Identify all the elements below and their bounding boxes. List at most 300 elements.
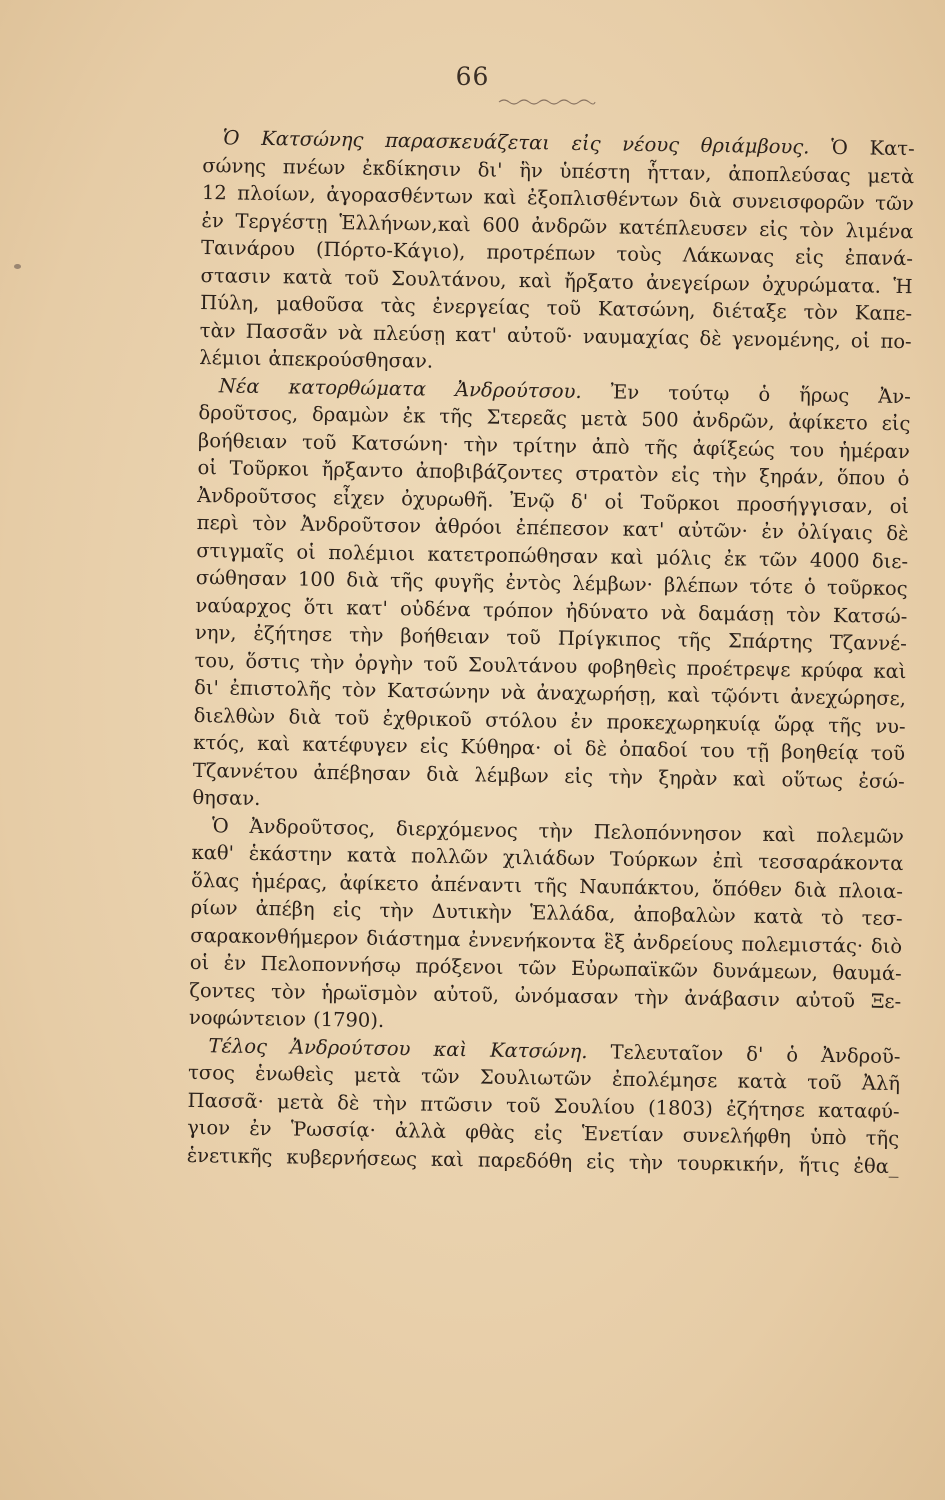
word: ἠδύνατο: [565, 599, 649, 624]
word: δι': [477, 157, 503, 182]
word: καθ': [191, 840, 235, 865]
word: ἀπεκρούσθησαν.: [268, 347, 434, 373]
word: Ἑλλάδα,: [529, 901, 616, 926]
word: ἀπὸ: [591, 434, 630, 459]
word: ἐπέπεσον: [515, 515, 610, 541]
word: δ': [746, 1042, 764, 1066]
word: τὰς: [380, 293, 416, 318]
word: διέταξε: [712, 299, 787, 324]
word: Ἀνδροῦτσον: [300, 512, 422, 538]
word: τσος: [187, 1060, 236, 1085]
word: τῇ: [746, 739, 770, 763]
word: πνέων: [282, 154, 346, 179]
word: τὴν: [348, 623, 384, 647]
word: (1803): [647, 1095, 714, 1120]
word: ἐπολέμησε: [611, 1067, 718, 1093]
word: ἣν: [519, 158, 544, 182]
word: οἱ: [197, 455, 218, 480]
word: τῆς: [644, 435, 679, 459]
word: ἀνδρῶν: [531, 213, 608, 238]
word: διὰ: [346, 568, 380, 592]
word: δὲ: [337, 1090, 360, 1115]
word: δ': [570, 489, 589, 513]
word: Ἀνδροῦτσος: [196, 483, 317, 509]
word: καὶ: [483, 185, 517, 209]
word: ὑπὸ: [809, 1125, 847, 1150]
word: ἐζήτησε: [726, 1096, 806, 1122]
word: πρόξενοι: [415, 954, 504, 979]
word: ἑνετικῆς: [186, 1143, 273, 1168]
word: ἐξοπλισθέντων: [526, 186, 679, 212]
word: ναυμαχίας: [582, 324, 690, 350]
italic-heading-word: Νέα: [218, 373, 260, 398]
word: τοῦ: [546, 296, 582, 320]
italic-heading-word: Ἀνδρούτσου: [289, 1034, 411, 1060]
word: αὐτοῦ: [795, 987, 856, 1012]
word: νυ-: [875, 714, 906, 738]
italic-heading-word: Κατσώνης: [261, 126, 364, 152]
word: τοῦρκος: [826, 575, 908, 601]
word: σαρακονθήμερον: [190, 923, 359, 950]
word: ἐκ: [723, 546, 747, 571]
word: Ῥωσσίᾳ·: [290, 1117, 376, 1142]
word: προσήγγισαν,: [736, 491, 874, 518]
word: μαθοῦσα: [276, 292, 365, 317]
word: περὶ: [196, 510, 239, 535]
word: διερχόμενος: [395, 816, 519, 842]
word: Πελοπόννησον: [593, 819, 742, 846]
word: συνελήφθη: [682, 1123, 792, 1149]
word: λέμβων·: [572, 571, 654, 597]
word: εἰς: [586, 1149, 616, 1174]
word: διὰ: [688, 188, 722, 213]
word: βοήθειαν: [400, 624, 490, 649]
word: καὶ: [518, 268, 553, 292]
word: ρίων: [190, 895, 238, 920]
word: Λάκωνας: [682, 243, 775, 268]
word: τρόπον: [482, 597, 554, 623]
word: δαμάσῃ: [698, 601, 775, 626]
word: δὲ: [584, 737, 608, 761]
word: 100: [297, 567, 336, 592]
word: τὸν: [341, 678, 377, 702]
word: ὀχυρωθῆ.: [401, 486, 494, 512]
word: σώνης: [202, 153, 267, 178]
word: τὴν: [463, 432, 499, 457]
italic-heading-word: Κατσώνη.: [489, 1038, 588, 1063]
word: ἀνάβασιν: [684, 986, 781, 1011]
word: ὅστις: [245, 649, 301, 674]
word: πλεύσῃ: [372, 321, 446, 346]
word: ἐντὸς: [505, 570, 562, 595]
word: Πελοποννήσῳ: [260, 952, 402, 978]
word: ἀποπλεύσας: [728, 161, 851, 187]
word: πτῶσιν: [420, 1092, 493, 1117]
word: Δυτικὴν: [431, 899, 513, 924]
word: διὰ: [288, 704, 322, 729]
word: ἀλλὰ: [394, 1119, 447, 1143]
word: ἓξ: [603, 929, 626, 954]
ornament-divider: [497, 96, 597, 106]
word: 600: [482, 212, 520, 237]
word: εἰς: [794, 245, 824, 269]
word: καὶ: [762, 822, 796, 846]
word: Ἐνῷ: [509, 488, 555, 513]
word: δραμὼν: [311, 402, 390, 427]
word: μετὰ: [353, 1063, 401, 1088]
word: ἐθα_: [853, 1153, 899, 1178]
word: τῆς: [533, 873, 568, 898]
word: τουρκικήν,: [676, 1151, 785, 1176]
word: ἀνδρείους: [632, 930, 734, 955]
word: μετὰ: [276, 1089, 325, 1114]
word: Κατσώνην: [386, 678, 491, 704]
word: ἀγορασθέντων: [326, 182, 474, 209]
word: τῆς: [865, 1126, 900, 1151]
word: Στερεᾶς: [486, 405, 568, 430]
word: τοῦ: [344, 265, 380, 290]
word: τὰν: [199, 318, 236, 343]
word: ἧτταν,: [646, 160, 712, 185]
word: δὲ: [699, 326, 722, 350]
word: τῆς: [439, 404, 473, 429]
word: τούτῳ: [668, 380, 730, 405]
word: θησαν.: [192, 785, 261, 810]
word: Κατσώ-: [832, 603, 908, 628]
word: ἐν: [761, 519, 784, 544]
word: Κατ-: [869, 136, 915, 161]
ink-spot: [14, 264, 21, 269]
word: σώθησαν: [195, 565, 288, 591]
word: Ὁ: [830, 135, 849, 160]
word: του,: [194, 648, 236, 673]
word: αὐτῶν·: [677, 518, 748, 543]
word: ἀπέναντι: [430, 872, 523, 897]
word: βοηθείᾳ: [781, 740, 859, 765]
word: εἰς: [564, 764, 594, 788]
word: Ναυπάκτου,: [579, 874, 701, 900]
word: νὰ: [500, 680, 526, 705]
word: κατέφυγεν: [302, 732, 408, 758]
word: Ἀνδροῦτσος,: [249, 814, 376, 840]
word: τοῦ: [334, 705, 370, 730]
word: συνεισφορῶν: [731, 189, 865, 215]
word: ἀπέβησαν: [313, 760, 411, 785]
word: Τεργέστῃ: [235, 209, 328, 234]
word: δροῦτσος,: [198, 400, 299, 426]
word: ἥρως: [799, 382, 850, 407]
word: τῶν: [875, 191, 914, 216]
word: πο-: [880, 329, 912, 353]
word: εἰς: [881, 411, 911, 436]
italic-heading-word: εἰς: [571, 131, 601, 156]
page-number: 66: [455, 62, 490, 91]
word: Τοῦρκοι: [640, 490, 721, 515]
word: προέτρεψε: [686, 656, 791, 681]
word: πλοια-: [838, 878, 904, 903]
word: ἀναχωρήσῃ,: [536, 681, 657, 707]
word: νὰ: [337, 320, 364, 345]
word: Ξε-: [870, 989, 902, 1013]
word: ἐκ: [402, 404, 426, 428]
word: τρίτην: [512, 433, 578, 458]
word: 4000: [809, 548, 860, 572]
word: ὅλας: [190, 868, 240, 893]
word: νην,: [194, 620, 237, 645]
word: ἀπέβη: [255, 896, 315, 921]
word: Τζαννέ-: [829, 630, 908, 656]
word: ἀνεγείρων: [645, 270, 751, 296]
word: πλοίων,: [237, 181, 316, 206]
word: ὠνόμασαν: [514, 983, 619, 1009]
word: τῶν: [758, 547, 798, 571]
word: ὅπόθεν: [711, 876, 783, 901]
word: ἐν: [249, 1116, 272, 1141]
word: χιλιάδων: [502, 845, 596, 871]
word: ἤρξατο: [564, 269, 634, 294]
word: ὥρᾳ: [773, 712, 815, 737]
word: τὸν: [252, 511, 288, 536]
word: φθὰς: [465, 1120, 515, 1145]
word: καταφύ-: [817, 1098, 900, 1123]
word: Σουλτάνου: [467, 652, 578, 678]
word: ἡμέραν: [838, 438, 911, 463]
italic-heading-word: παρασκευάζεται: [384, 128, 551, 155]
word: οἱ: [889, 494, 910, 518]
word: 12: [201, 180, 227, 205]
word: ἡμέρας,: [251, 869, 328, 894]
word: μετὰ: [867, 163, 915, 188]
word: ὅπου: [836, 466, 886, 490]
word: Πασσᾶ·: [187, 1088, 265, 1113]
word: του: [789, 437, 825, 462]
word: ἀνδρῶν,: [692, 408, 775, 434]
word: Σπάρτης: [727, 629, 813, 654]
word: κρύφα: [800, 657, 864, 682]
word: κατὰ: [346, 843, 397, 868]
word: ναύαρχος: [195, 593, 292, 618]
word: ὁ: [897, 466, 910, 491]
word: Πρίγκιπος: [557, 626, 662, 652]
word: τῷόντι: [710, 684, 780, 709]
word: τὴν: [372, 1091, 408, 1115]
word: διελθὼν: [193, 703, 276, 728]
word: καὶ: [430, 1147, 465, 1171]
word: Ἀν-: [878, 384, 911, 408]
word: ἀποβιβάζοντες: [415, 459, 564, 485]
italic-heading-word: Τέλος: [208, 1033, 268, 1058]
word: τοῦ: [301, 430, 337, 454]
word: Ἀνδροῦ-: [820, 1043, 901, 1068]
word: τοῦ: [807, 1070, 842, 1095]
word: τὴν: [538, 818, 574, 843]
word: μόλις: [655, 545, 712, 570]
word: Τελευταῖον: [610, 1040, 724, 1065]
word: ἐζήτησε: [253, 621, 333, 647]
word: τοῦ: [505, 1093, 541, 1117]
word: οἱ: [553, 736, 573, 760]
word: ὅτι: [303, 595, 335, 619]
italic-heading-word: Ὁ: [222, 126, 240, 150]
word: 500: [641, 407, 679, 432]
word: εἰς: [670, 463, 700, 487]
word: Πασσᾶν: [245, 319, 328, 344]
word: τὴν: [379, 898, 414, 923]
word: μετὰ: [580, 406, 628, 431]
word: Κατσώνη·: [351, 430, 449, 456]
word: διάστημα: [366, 926, 461, 951]
word: ἐκδίκησιν: [362, 156, 462, 181]
word: ὑπέστη: [559, 159, 631, 184]
word: ὀπαδοί: [619, 737, 689, 762]
word: τοὺς: [616, 242, 662, 267]
word: Κύθηρα·: [460, 735, 542, 760]
word: στιγμαῖς: [196, 538, 285, 563]
word: οἱ: [189, 950, 210, 975]
word: ἀποβαλὼν: [633, 902, 736, 928]
word: ἐπὶ: [712, 849, 744, 873]
word: ἤρξαντο: [321, 457, 404, 483]
word: πολέμιοι: [328, 540, 416, 565]
word: διὰ: [426, 762, 460, 786]
word: ἀφίκετο: [339, 870, 419, 895]
word: πολεμιστάς·: [741, 932, 864, 957]
word: νὰ: [660, 600, 687, 625]
word: βλέπων: [663, 573, 739, 598]
word: κατ': [346, 595, 388, 620]
word: διὰ: [793, 877, 827, 902]
word: Σουλίου: [553, 1094, 635, 1119]
word: ἑκάστην: [248, 841, 333, 867]
word: οἱ: [296, 540, 317, 564]
word: καὶ: [732, 766, 767, 791]
word: Τζαννέτου: [192, 758, 298, 784]
word: εἰς: [332, 898, 362, 922]
word: ἀφίξεώς: [692, 436, 775, 461]
word: δυνάμεων,: [712, 959, 819, 984]
word: προκεχωρηκυίᾳ: [606, 709, 761, 736]
italic-heading-word: νέους: [622, 132, 680, 157]
word: του: [699, 738, 735, 763]
page-body-text: [187, 124, 915, 1180]
word: στρατὸν: [575, 461, 659, 487]
word: τῆς: [677, 628, 712, 653]
word: τότε: [749, 574, 794, 599]
word: τοῦ: [870, 741, 906, 766]
word: δι': [193, 675, 220, 700]
word: ἡρωϊσμὸν: [321, 980, 418, 1005]
word: καὶ: [667, 683, 701, 707]
word: τὸ: [820, 905, 844, 930]
word: κατ': [622, 517, 665, 542]
word: τεσσαράκοντα: [758, 849, 904, 876]
word: διε-: [871, 549, 909, 573]
italic-heading-word: κατορθώματα: [288, 374, 427, 401]
word: Καπε-: [854, 301, 913, 326]
word: διὸ: [870, 934, 903, 958]
word: Ταινάρου: [200, 235, 296, 261]
word: εἰς: [533, 1121, 563, 1145]
word: αὐτοῦ,: [433, 982, 500, 1007]
word: τοῦ: [506, 625, 542, 650]
word: παρεδόθη: [477, 1147, 573, 1173]
word: Τούρκων: [609, 847, 699, 872]
word: Εὐρωπαϊκῶν: [570, 956, 699, 982]
word: κατὰ: [737, 1069, 788, 1094]
word: Ἐν: [610, 379, 640, 404]
word: φοβηθεὶς: [587, 654, 677, 680]
word: τῶν: [517, 956, 557, 980]
word: δὲ: [886, 521, 909, 546]
word: κατὰ: [282, 264, 333, 289]
word: λέμιοι: [199, 345, 262, 370]
word: ὁ: [803, 575, 816, 599]
word: προτρέπων: [486, 240, 596, 266]
word: τεσ-: [861, 906, 903, 931]
word: τὸν: [270, 979, 306, 1004]
word: ἐν: [570, 709, 594, 733]
word: ἑνωθεὶς: [254, 1061, 334, 1087]
word: εἰς: [419, 734, 449, 758]
word: Πύλη,: [200, 290, 260, 315]
word: γενομένης,: [731, 326, 841, 352]
word: τῶν: [420, 1064, 460, 1089]
word: κατετροπώθησαν: [427, 542, 599, 568]
word: καὶ: [873, 659, 907, 683]
word: ἐπιστολῆς: [229, 676, 332, 702]
word: κατ': [455, 322, 498, 347]
word: ἥτις: [798, 1152, 840, 1177]
word: ὀργὴν: [354, 650, 414, 675]
word: λιμένα: [845, 218, 914, 243]
word: τῆς: [828, 713, 862, 737]
word: πολεμῶν: [816, 823, 905, 848]
word: τὴν: [712, 464, 747, 488]
word: ἐννενήκοντα: [468, 927, 597, 953]
word: πολλῶν: [410, 844, 489, 869]
word: αὐτοῦ·: [506, 323, 573, 348]
word: θαυμά-: [832, 960, 902, 986]
word: Σουλιωτῶν: [479, 1065, 592, 1091]
word: βοήθειαν: [197, 428, 288, 453]
word: (Πόρτο-Κάγιο),: [315, 237, 466, 264]
word: νοφώντειον: [188, 1005, 307, 1031]
word: Ἀλῆ: [861, 1071, 901, 1096]
italic-heading-word: καὶ: [433, 1037, 468, 1061]
word: Ἡ: [893, 274, 913, 298]
word: τὸν: [786, 602, 821, 627]
word: τὸν: [799, 217, 835, 242]
word: Τοῦρκοι: [229, 456, 310, 481]
word: ὀλίγαις: [797, 520, 873, 545]
word: ἀφίκετο: [788, 410, 869, 435]
word: οὕτως: [781, 767, 844, 792]
word: ἀθρόοι: [434, 514, 503, 539]
word: ἀνεχώρησε,: [790, 685, 907, 711]
word: κατὰ: [753, 904, 804, 929]
word: τὴν: [608, 764, 644, 789]
word: ἐπανά-: [844, 246, 914, 271]
word: στόλου: [485, 708, 558, 733]
word: ὀχυρώματα.: [761, 272, 882, 298]
italic-heading-word: θριάμβους.: [700, 133, 810, 159]
word: τὴν: [628, 1150, 664, 1174]
word: Ἑλλήνων,καὶ: [339, 210, 471, 236]
word: τὴν: [309, 650, 345, 674]
word: ἐν: [223, 951, 247, 975]
word: κατέπλευσεν: [618, 215, 748, 241]
word: (1790).: [312, 1007, 385, 1032]
